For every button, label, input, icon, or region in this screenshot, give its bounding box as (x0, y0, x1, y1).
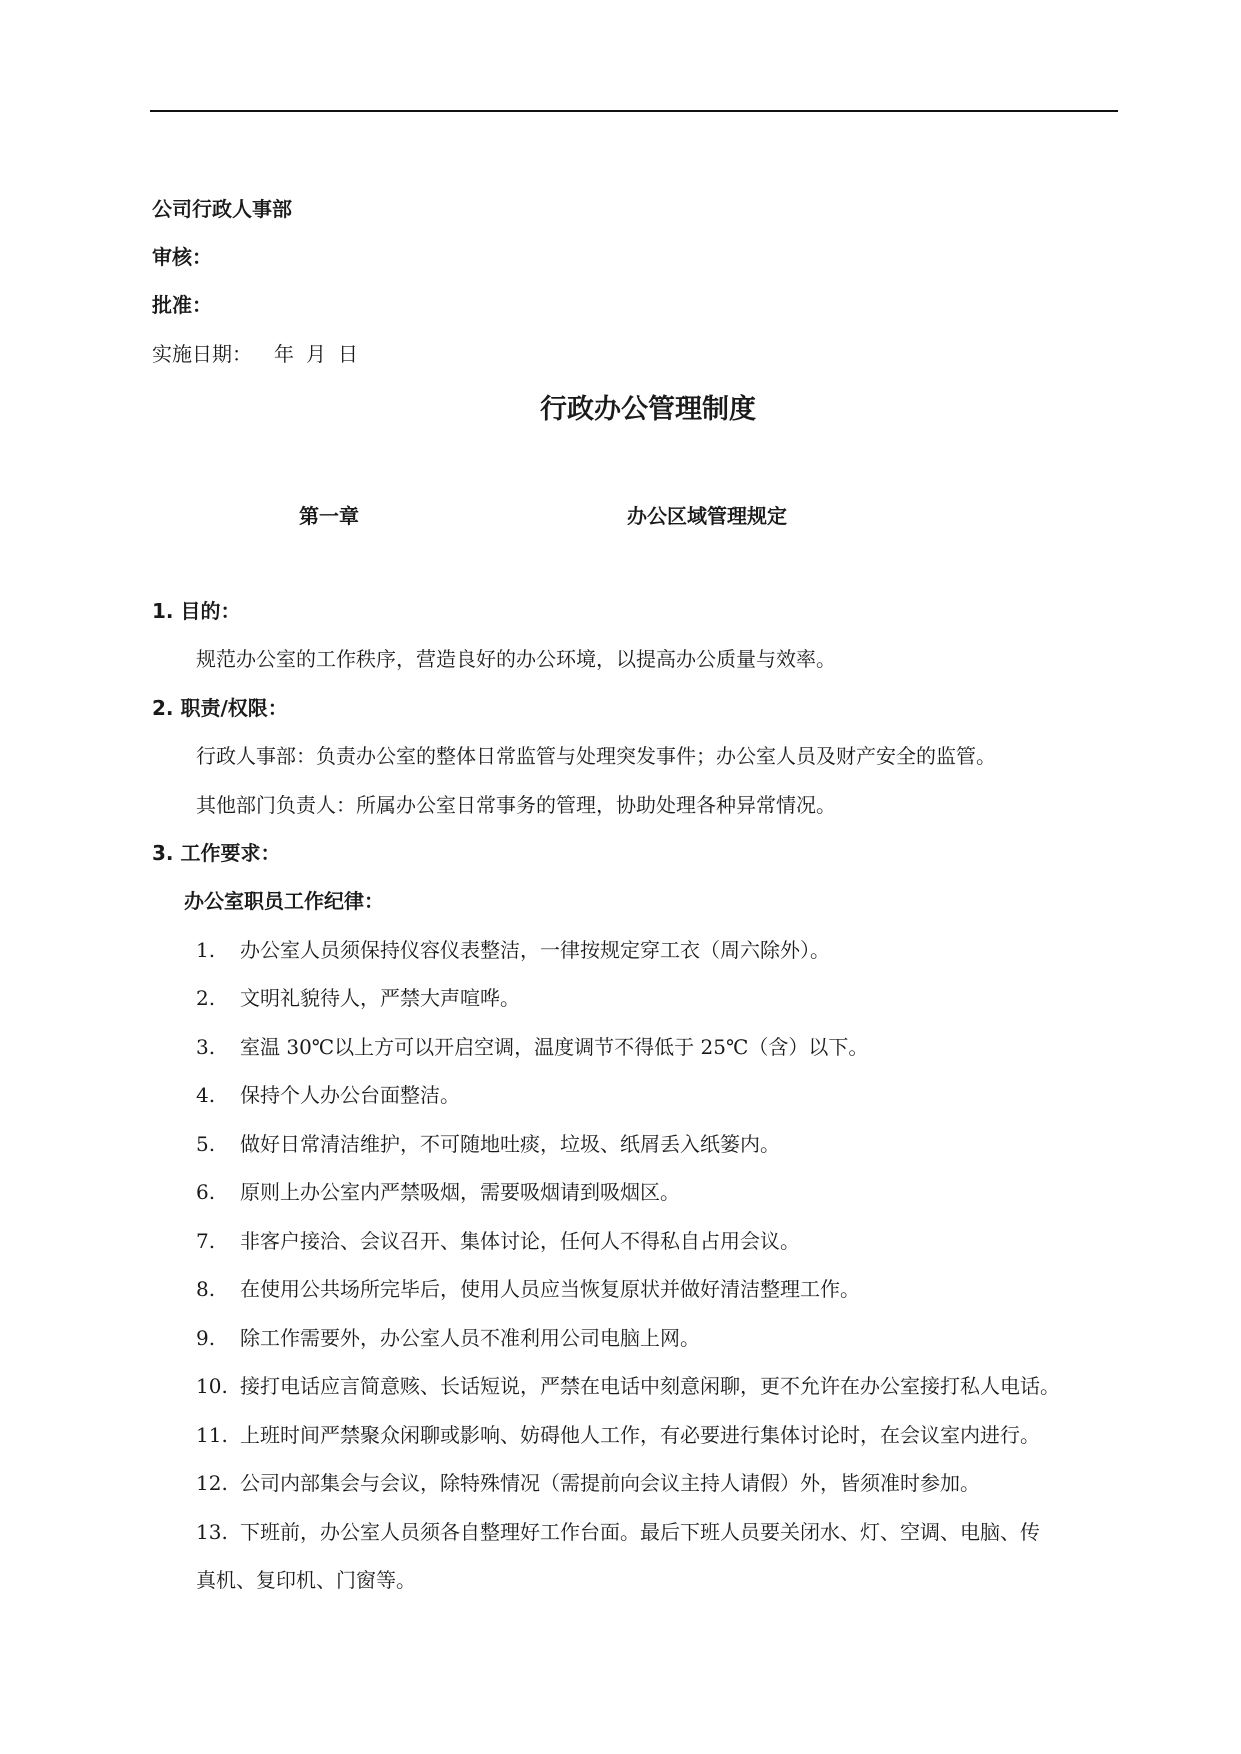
duties-paragraph-admin: 行政人事部：负责办公室的整体日常监管与处理突发事件；办公室人员及财产安全的监管。 (196, 744, 996, 768)
rule-item (196, 1325, 700, 1351)
rule-text: 非客户接洽、会议召开、集体讨论，任何人不得私自占用会议。 (240, 1229, 800, 1253)
rule-item (196, 985, 520, 1011)
purpose-paragraph: 规范办公室的工作秩序，营造良好的办公环境，以提高办公质量与效率。 (196, 647, 836, 671)
rule-number: 1. (196, 938, 216, 962)
rule-text: 下班前，办公室人员须各自整理好工作台面。最后下班人员要关闭水、灯、空调、电脑、传 (240, 1520, 1040, 1544)
effective-date-label: 实施日期： (152, 342, 252, 366)
rule-continuation: 真机、复印机、门窗等。 (196, 1568, 416, 1592)
chapter-number: 第一章 (299, 504, 359, 528)
rule-item (196, 1228, 800, 1254)
rule-text: 保持个人办公台面整洁。 (240, 1083, 460, 1107)
rule-item (196, 1276, 860, 1302)
rule-number: 10. (196, 1374, 228, 1398)
rule-number: 8. (196, 1277, 216, 1301)
approve-label: 批准： (152, 293, 212, 317)
rule-text: 原则上办公室内严禁吸烟，需要吸烟请到吸烟区。 (240, 1180, 680, 1204)
rule-item (196, 1470, 980, 1496)
section-heading-requirements: 3. 工作要求： (152, 841, 281, 865)
rule-item (196, 1519, 1040, 1545)
rule-text: 文明礼貌待人，严禁大声喧哗。 (240, 986, 520, 1010)
effective-date (152, 341, 358, 367)
chapter-name: 办公区域管理规定 (627, 504, 787, 528)
rule-text: 接打电话应言简意赅、长话短说，严禁在电话中刻意闲聊，更不允许在办公室接打私人电话。 (240, 1374, 1060, 1398)
rule-number: 6. (196, 1180, 216, 1204)
rule-item (196, 1179, 680, 1205)
rule-text: 在使用公共场所完毕后，使用人员应当恢复原状并做好清洁整理工作。 (240, 1277, 860, 1301)
rule-item (196, 1082, 460, 1108)
rule-number: 9. (196, 1326, 216, 1350)
document-title: 行政办公管理制度 (540, 394, 756, 425)
rule-number: 13. (196, 1520, 228, 1544)
rule-text: 公司内部集会与会议，除特殊情况（需提前向会议主持人请假）外，皆须准时参加。 (240, 1471, 980, 1495)
rule-text: 做好日常清洁维护，不可随地吐痰，垃圾、纸屑丢入纸篓内。 (240, 1132, 780, 1156)
rule-number: 5. (196, 1132, 216, 1156)
rule-number: 4. (196, 1083, 216, 1107)
date-day: 日 (338, 342, 358, 366)
date-year: 年 (274, 342, 294, 366)
discipline-subheading: 办公室职员工作纪律： (184, 889, 384, 913)
section-heading-purpose: 1. 目的： (152, 599, 241, 623)
rule-item (196, 1034, 868, 1060)
rule-number: 3. (196, 1035, 216, 1059)
date-month: 月 (306, 342, 326, 366)
rule-item (196, 1422, 1040, 1448)
section-heading-duties: 2. 职责/权限： (152, 696, 288, 720)
department-label: 公司行政人事部 (152, 197, 292, 221)
rule-text: 办公室人员须保持仪容仪表整洁，一律按规定穿工衣（周六除外）。 (240, 938, 830, 962)
rule-item (196, 1131, 780, 1157)
rule-number: 11. (196, 1423, 228, 1447)
rule-item (196, 1373, 1060, 1399)
rule-number: 12. (196, 1471, 228, 1495)
rule-text: 上班时间严禁聚众闲聊或影响、妨碍他人工作，有必要进行集体讨论时，在会议室内进行。 (240, 1423, 1040, 1447)
header-rule (150, 110, 1118, 112)
duties-paragraph-others: 其他部门负责人：所属办公室日常事务的管理，协助处理各种异常情况。 (196, 793, 836, 817)
rule-text: 室温 30℃以上方可以开启空调，温度调节不得低于 25℃（含）以下。 (240, 1035, 869, 1059)
rule-number: 7. (196, 1229, 216, 1253)
rule-text: 除工作需要外，办公室人员不准利用公司电脑上网。 (240, 1326, 700, 1350)
rule-number: 2. (196, 986, 216, 1010)
review-label: 审核： (152, 245, 212, 269)
rule-item (196, 937, 830, 963)
